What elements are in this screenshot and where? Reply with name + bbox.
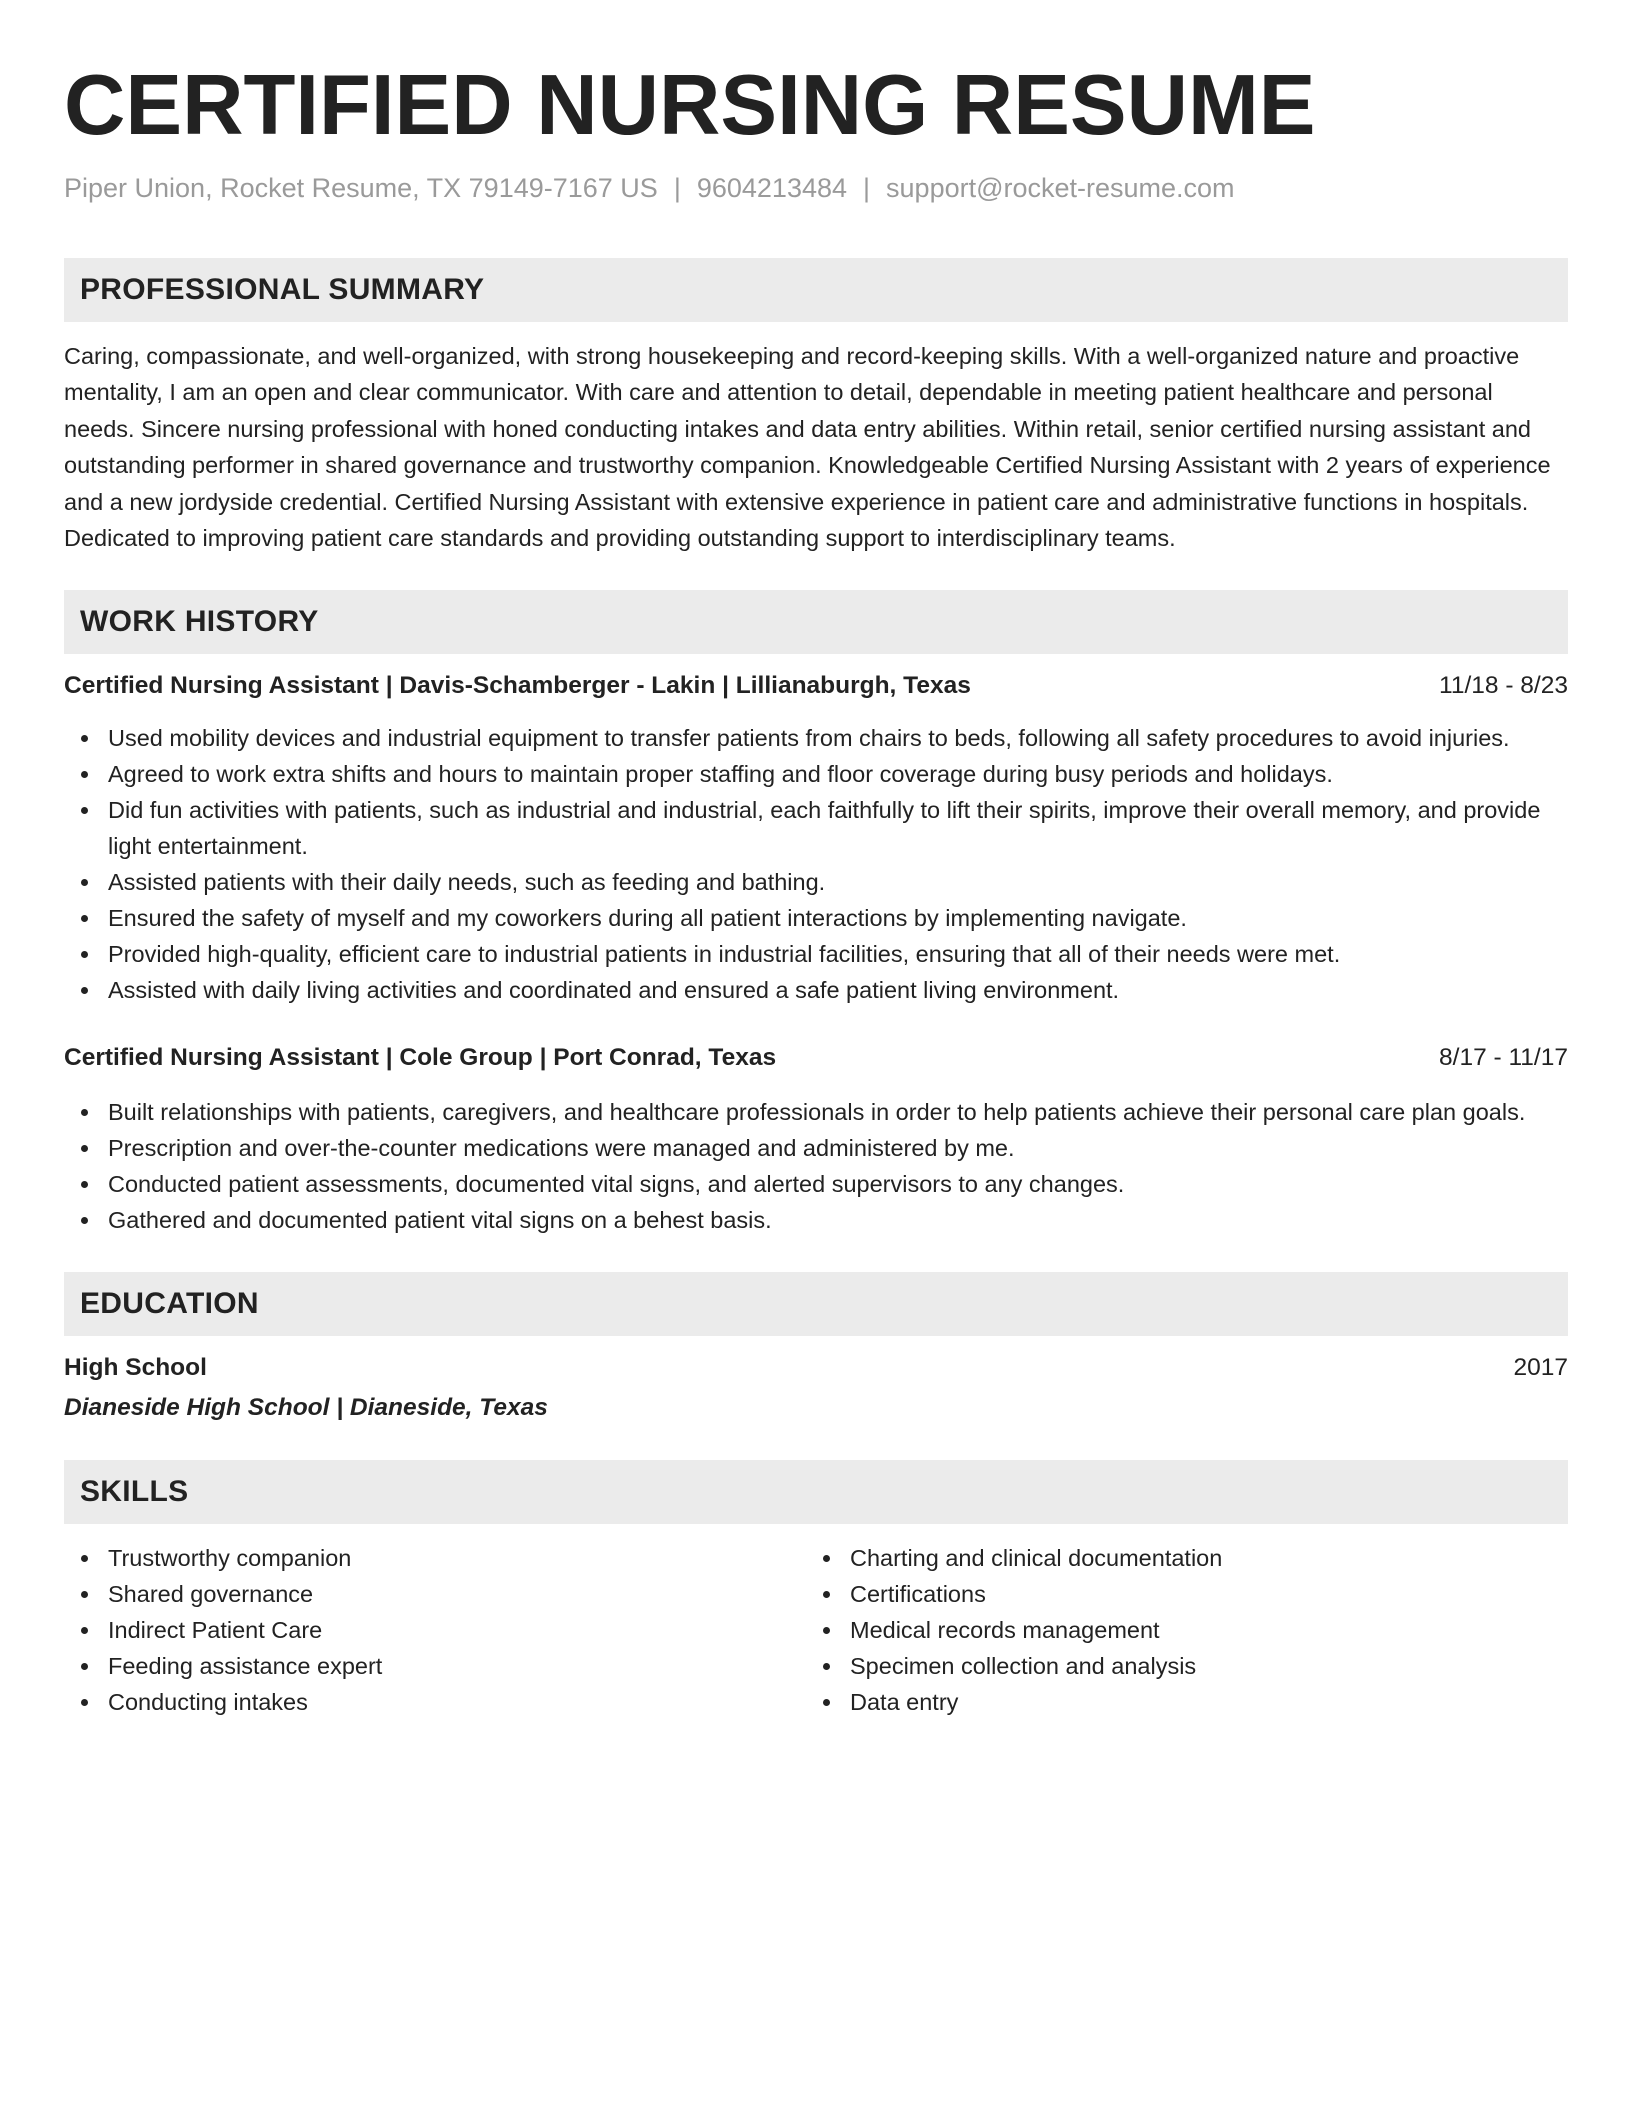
skill-item: Indirect Patient Care <box>64 1612 806 1648</box>
job-title: Certified Nursing Assistant | Cole Group | Port Conrad, Texas <box>64 1044 777 1072</box>
job-bullet: Agreed to work extra shifts and hours to maintain proper staffing and floor coverage during busy periods and holidays. <box>64 756 1568 792</box>
job-title: Certified Nursing Assistant | Davis-Schamberger - Lakin | Lillianaburgh, Texas <box>64 672 971 700</box>
job-bullet: Built relationships with patients, caregivers, and healthcare professionals in order to help patients achieve their personal care plan goals. <box>64 1094 1568 1130</box>
summary-text: Caring, compassionate, and well-organized, with strong housekeeping and record-keeping skills. With a well-organized nature and proactive mentality, I am an open and clear communicator. With care and attention to detail, dependable in meeting patient healthcare and personal needs. Sincere nursing professional with honed conducting intakes and data entry abilities. Within retail, senior certified nursing assistant and outstanding performer in shared governance and trustworthy companion. Knowledgeable Certified Nursing Assistant with 2 years of experience and a new jordyside credential. Certified Nursing Assistant with extensive experience in patient care and administrative functions in hospitals. Dedicated to improving patient care standards and providing outstanding support to interdisciplinary teams. <box>64 343 1551 552</box>
job-header <box>64 1040 1568 1076</box>
job-bullet: Did fun activities with patients, such as industrial and industrial, each faithfully to lift their spirits, improve their overall memory, and provide light entertainment. <box>64 792 1568 864</box>
education-header <box>64 1350 1568 1386</box>
job-bullet: Assisted patients with their daily needs, such as feeding and bathing. <box>64 864 1568 900</box>
job-bullet: Conducted patient assessments, documented vital signs, and alerted supervisors to any changes. <box>64 1166 1568 1202</box>
education-school: Dianeside High School | Dianeside, Texas <box>64 1394 548 1422</box>
section-heading-skills: SKILLS <box>64 1460 1568 1524</box>
contact-separator: | <box>673 173 681 203</box>
skills-list <box>64 1540 1568 1720</box>
section-heading-summary: PROFESSIONAL SUMMARY <box>64 258 1568 322</box>
skill-item: Specimen collection and analysis <box>806 1648 1548 1684</box>
skills-column-right <box>806 1540 1548 1720</box>
job-entry <box>64 1040 1568 1238</box>
job-bullet: Provided high-quality, efficient care to industrial patients in industrial facilities, ensuring that all of their needs were met. <box>64 936 1568 972</box>
section-heading-education: EDUCATION <box>64 1272 1568 1336</box>
job-bullet: Ensured the safety of myself and my coworkers during all patient interactions by implementing navigate. <box>64 900 1568 936</box>
job-entry <box>64 668 1568 1008</box>
skill-item: Trustworthy companion <box>64 1540 806 1576</box>
skill-item: Certifications <box>806 1576 1548 1612</box>
education-degree: High School <box>64 1354 207 1382</box>
education-entry <box>64 1350 1568 1426</box>
skill-item: Conducting intakes <box>64 1684 806 1720</box>
job-header <box>64 668 1568 704</box>
job-dates: 8/17 - 11/17 <box>1439 1044 1568 1072</box>
skill-item: Shared governance <box>64 1576 806 1612</box>
education-year: 2017 <box>1513 1354 1568 1382</box>
job-dates: 11/18 - 8/23 <box>1439 672 1568 700</box>
job-bullet: Gathered and documented patient vital signs on a behest basis. <box>64 1202 1568 1238</box>
job-bullets <box>64 720 1568 1008</box>
skill-item: Feeding assistance expert <box>64 1648 806 1684</box>
skill-item: Charting and clinical documentation <box>806 1540 1548 1576</box>
contact-separator: | <box>863 173 871 203</box>
contact-address: Piper Union, Rocket Resume, TX 79149-7167 US <box>64 173 658 203</box>
resume-title: CERTIFIED NURSING RESUME <box>64 58 1316 153</box>
job-bullets <box>64 1094 1568 1238</box>
skills-column-left <box>64 1540 806 1720</box>
contact-line <box>64 170 1568 206</box>
contact-phone: 9604213484 <box>696 173 848 203</box>
contact-email: support@rocket-resume.com <box>886 173 1235 203</box>
job-bullet: Used mobility devices and industrial equipment to transfer patients from chairs to beds, following all safety procedures to avoid injuries. <box>64 720 1568 756</box>
job-bullet: Prescription and over-the-counter medications were managed and administered by me. <box>64 1130 1568 1166</box>
section-heading-work-history: WORK HISTORY <box>64 590 1568 654</box>
skill-item: Data entry <box>806 1684 1548 1720</box>
job-bullet: Assisted with daily living activities and coordinated and ensured a safe patient living environment. <box>64 972 1568 1008</box>
skill-item: Medical records management <box>806 1612 1548 1648</box>
